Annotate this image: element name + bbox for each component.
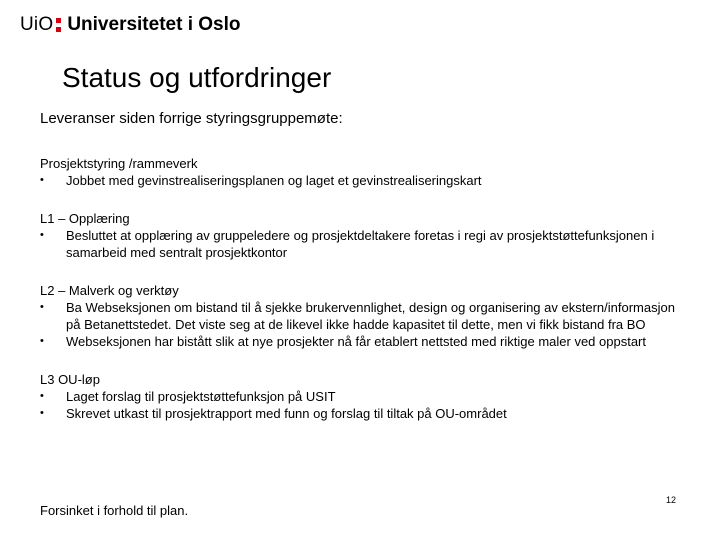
section-heading: L1 – Opplæring xyxy=(40,211,130,226)
slide-title: Status og utfordringer xyxy=(62,62,332,93)
slide-content xyxy=(40,155,690,443)
bullet-icon: • xyxy=(40,301,44,313)
bullet-item xyxy=(40,172,690,189)
bullet-text: Skrevet utkast til prosjektrapport med funn og forslag til tiltak på OU-området xyxy=(66,406,507,421)
logo-short: UiO xyxy=(20,14,54,35)
bullet-icon: • xyxy=(40,390,44,402)
footer-note: Forsinket i forhold til plan. xyxy=(40,503,189,518)
bullet-text: Besluttet at opplæring av gruppeledere og prosjektdeltakere foretas i regi av prosjektstøttefunksjonen i samarbeid med sentralt prosjektkontor xyxy=(66,228,655,260)
section-heading: Prosjektstyring /rammeverk xyxy=(40,156,198,171)
bullet-item xyxy=(40,333,690,350)
page-number: 12 xyxy=(666,495,677,505)
section-prosjektstyring xyxy=(40,155,690,189)
bullet-text: Webseksjonen har bistått slik at nye prosjekter nå får etablert nettsted med riktige maler ved oppstart xyxy=(66,334,646,349)
uio-logo xyxy=(20,12,241,38)
bullet-item xyxy=(40,299,690,333)
logo-colon-icon xyxy=(56,15,61,35)
bullet-item xyxy=(40,227,690,261)
logo-name: Universitetet i Oslo xyxy=(67,14,241,35)
bullet-item xyxy=(40,405,690,422)
bullet-icon: • xyxy=(40,229,44,241)
bullet-icon: • xyxy=(40,174,44,186)
bullet-icon: • xyxy=(40,335,44,347)
bullet-text: Jobbet med gevinstrealiseringsplanen og laget et gevinstrealiseringskart xyxy=(66,173,482,188)
bullet-item xyxy=(40,388,690,405)
section-l3-ou-lop xyxy=(40,371,690,422)
bullet-text: Ba Webseksjonen om bistand til å sjekke brukervennlighet, design og organisering av ekstern/informasjon på Betanettstedet. Det viste seg at de likevel ikke hadde kapasitet til dette, men vi fikk bistand fra BO xyxy=(66,300,675,332)
slide-subtitle: Leveranser siden forrige styringsgruppemøte: xyxy=(40,110,343,127)
section-l1-opplaering xyxy=(40,210,690,261)
section-heading: L2 – Malverk og verktøy xyxy=(40,283,179,298)
section-heading: L3 OU-løp xyxy=(40,372,100,387)
bullet-icon: • xyxy=(40,407,44,419)
section-l2-malverk xyxy=(40,282,690,350)
bullet-text: Laget forslag til prosjektstøttefunksjon på USIT xyxy=(66,389,336,404)
